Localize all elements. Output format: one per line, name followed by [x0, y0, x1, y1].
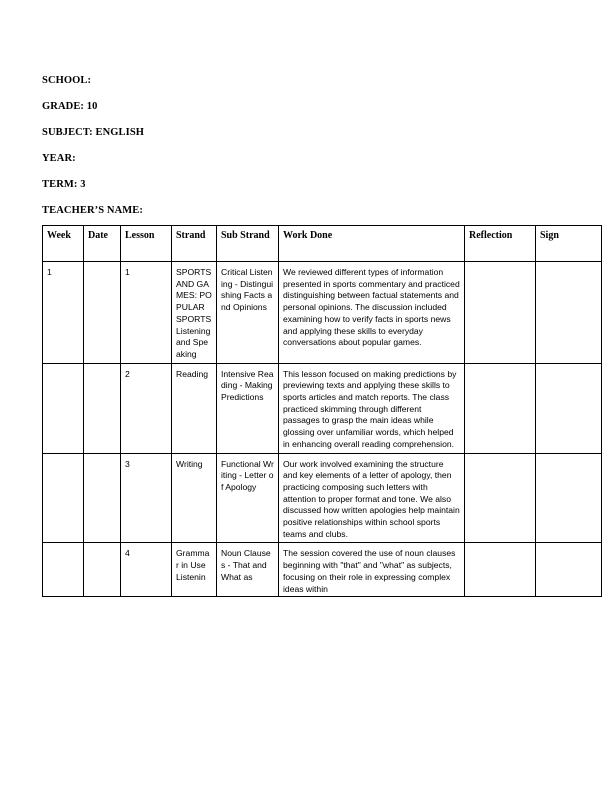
strand-text: Grammar in Use Listenin: [176, 548, 210, 582]
sign-cell: [536, 453, 602, 543]
week-text: [47, 548, 79, 594]
reflection-cell: [465, 543, 536, 597]
work-done-cell: Our work involved examining the structure and key elements of a letter of apology, then practicing composing such letters with attention to proper format and tone. We also discussed how written apologies help maintain positive relationships within school sports teams and clubs.: [279, 453, 465, 543]
sign-cell: [536, 262, 602, 364]
table-row: [43, 363, 602, 453]
column-header-date: Date: [84, 226, 121, 262]
date-cell: [84, 543, 121, 597]
strand-cell: [172, 543, 217, 597]
table-row: [43, 543, 602, 597]
year-label: YEAR:: [42, 153, 76, 164]
sign-cell: [536, 543, 602, 597]
school-label: SCHOOL:: [42, 75, 92, 86]
lesson-text: 4: [125, 548, 130, 559]
date-cell: [84, 453, 121, 543]
column-header-reflection: Reflection: [465, 226, 536, 262]
work-done-text: The session covered the use of noun clauses beginning with "that" and "what" as subjects, focusing on their role in expressing complex ideas within: [283, 548, 456, 594]
column-header-sub-strand: Sub Strand: [217, 226, 279, 262]
date-text: [88, 548, 116, 594]
week-cell: [43, 363, 84, 453]
week-cell: [43, 543, 84, 597]
reflection-cell: [465, 363, 536, 453]
week-cell: [43, 453, 84, 543]
subject-label: SUBJECT: ENGLISH: [42, 127, 145, 138]
reflection-cell: [465, 262, 536, 364]
grade-label: GRADE: 10: [42, 101, 98, 112]
sign-cell: [536, 363, 602, 453]
sub-strand-cell: Functional Writing - Letter of Apology: [217, 453, 279, 543]
term-label: TERM: 3: [42, 179, 86, 190]
table-header-row: [43, 226, 602, 262]
column-header-sign: Sign: [536, 226, 602, 262]
work-done-cell: We reviewed different types of information presented in sports commentary and practiced distinguishing between factual statements and personal opinions. The discussion included examining how to verify facts in sports news and applying these skills to everyday conversations about popular games.: [279, 262, 465, 364]
sub-strand-cell: [217, 543, 279, 597]
record-of-work-table: [42, 225, 602, 597]
date-cell: [84, 262, 121, 364]
column-header-week: Week: [43, 226, 84, 262]
sub-strand-text: Noun Clauses - That and What as: [221, 548, 271, 582]
column-header-work-done: Work Done: [279, 226, 465, 262]
work-done-cell: This lesson focused on making predictions by previewing texts and applying these skills to sports articles and match reports. The class practiced skimming through different passages to grasp the main ideas while glossing over unfamiliar words, which helped in enhancing overall reading comprehension.: [279, 363, 465, 453]
date-cell: [84, 363, 121, 453]
sub-strand-cell: Intensive Reading - Making Predictions: [217, 363, 279, 453]
table-row: [43, 453, 602, 543]
lesson-cell: 2: [121, 363, 172, 453]
strand-cell: SPORTS AND GAMES: POPULAR SPORTS Listening and Speaking: [172, 262, 217, 364]
column-header-strand: Strand: [172, 226, 217, 262]
reflection-cell: [465, 453, 536, 543]
table-row: [43, 262, 602, 364]
teacher-name-label: TEACHER’S NAME:: [42, 205, 143, 216]
strand-cell: Reading: [172, 363, 217, 453]
work-done-cell: [279, 543, 465, 597]
column-header-lesson: Lesson: [121, 226, 172, 262]
sub-strand-cell: Critical Listening - Distinguishing Facts and Opinions: [217, 262, 279, 364]
lesson-cell: 3: [121, 453, 172, 543]
strand-cell: Writing: [172, 453, 217, 543]
lesson-cell: [121, 543, 172, 597]
lesson-cell: 1: [121, 262, 172, 364]
week-cell: 1: [43, 262, 84, 364]
